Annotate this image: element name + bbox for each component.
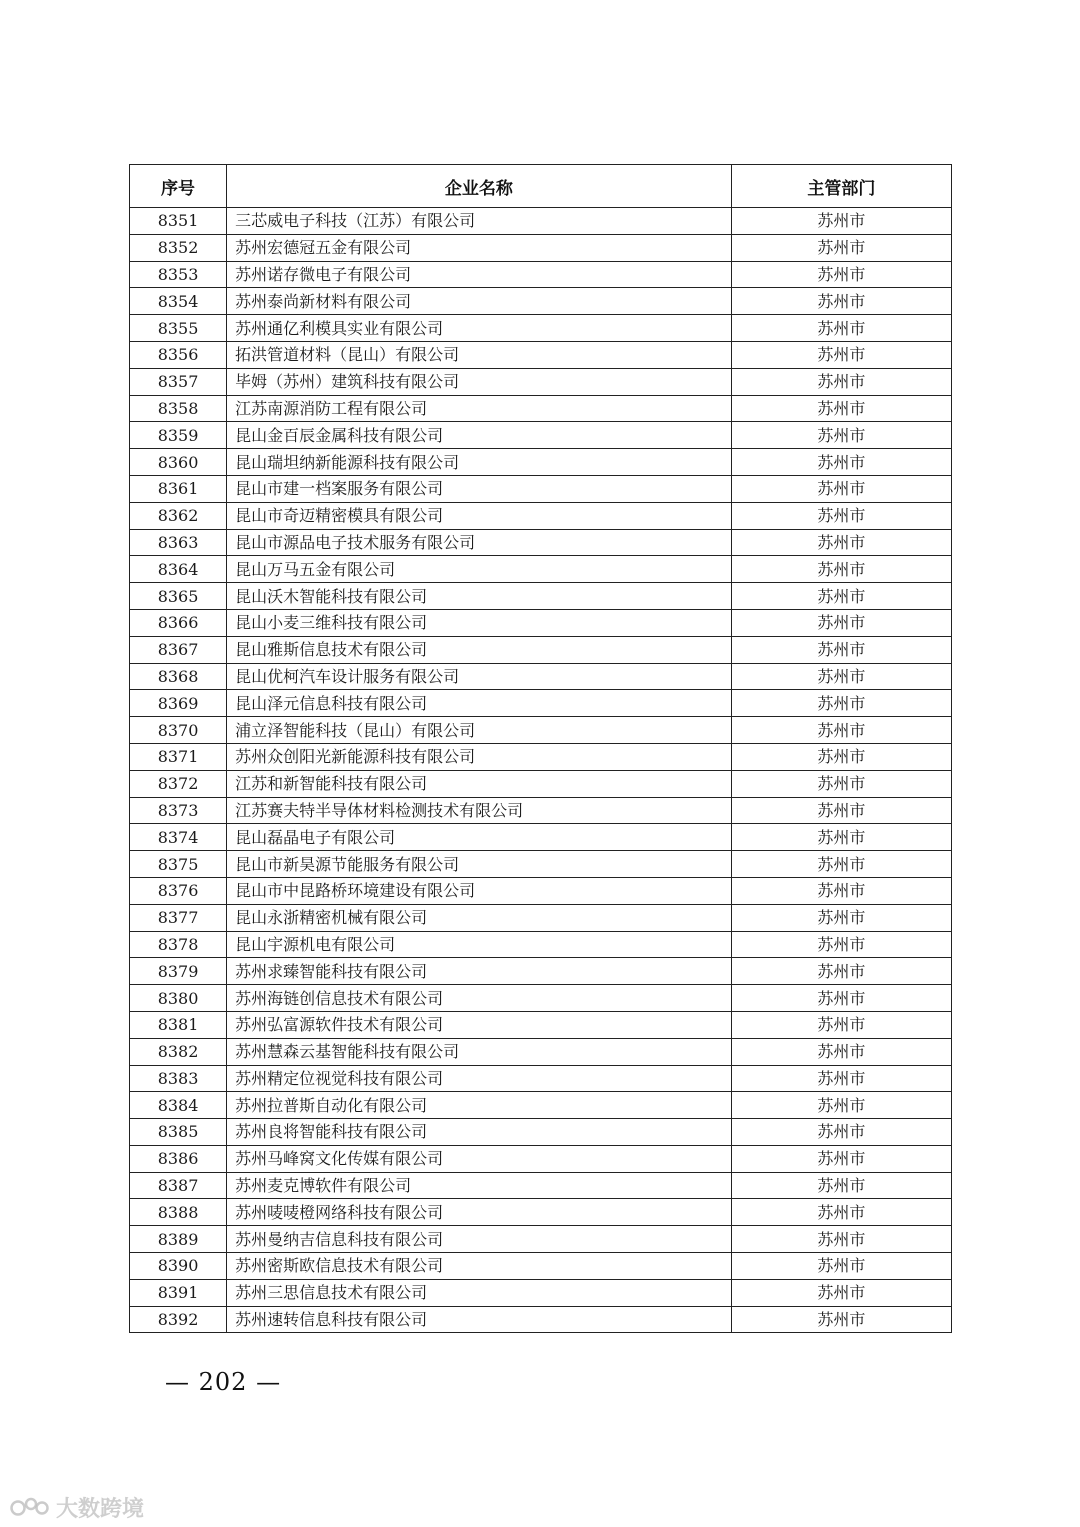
row-serial-number: 8353 [130, 261, 227, 288]
table-header-row [130, 165, 952, 208]
row-department: 苏州市 [731, 1119, 951, 1146]
row-company-name: 苏州弘富源软件技术有限公司 [227, 1011, 732, 1038]
table-row [130, 502, 952, 529]
row-serial-number: 8363 [130, 529, 227, 556]
row-serial-number: 8382 [130, 1038, 227, 1065]
row-department: 苏州市 [731, 824, 951, 851]
row-company-name: 昆山万马五金有限公司 [227, 556, 732, 583]
row-serial-number: 8356 [130, 341, 227, 368]
row-department: 苏州市 [731, 743, 951, 770]
row-serial-number: 8365 [130, 583, 227, 610]
row-company-name: 昆山雅斯信息技术有限公司 [227, 636, 732, 663]
table-row [130, 529, 952, 556]
row-serial-number: 8386 [130, 1145, 227, 1172]
row-serial-number: 8367 [130, 636, 227, 663]
row-department: 苏州市 [731, 1145, 951, 1172]
row-serial-number: 8387 [130, 1172, 227, 1199]
row-department: 苏州市 [731, 1172, 951, 1199]
table-row [130, 556, 952, 583]
row-company-name: 昆山小麦三维科技有限公司 [227, 609, 732, 636]
row-serial-number: 8377 [130, 904, 227, 931]
row-department: 苏州市 [731, 1065, 951, 1092]
row-serial-number: 8364 [130, 556, 227, 583]
row-department: 苏州市 [731, 1092, 951, 1119]
page-number: — 202 — [165, 1368, 282, 1396]
row-department: 苏州市 [731, 422, 951, 449]
table-row [130, 341, 952, 368]
row-serial-number: 8390 [130, 1253, 227, 1280]
row-department: 苏州市 [731, 663, 951, 690]
table-row [130, 475, 952, 502]
watermark [10, 1492, 144, 1523]
row-department: 苏州市 [731, 958, 951, 985]
table-row [130, 1279, 952, 1306]
table-row [130, 609, 952, 636]
row-company-name: 昆山瑞坦纳新能源科技有限公司 [227, 449, 732, 476]
row-serial-number: 8385 [130, 1119, 227, 1146]
row-company-name: 苏州通亿利模具实业有限公司 [227, 315, 732, 342]
row-serial-number: 8360 [130, 449, 227, 476]
row-serial-number: 8392 [130, 1306, 227, 1333]
table-row [130, 797, 952, 824]
table-row [130, 931, 952, 958]
row-department: 苏州市 [731, 261, 951, 288]
table-row [130, 824, 952, 851]
table-row [130, 315, 952, 342]
row-company-name: 苏州众创阳光新能源科技有限公司 [227, 743, 732, 770]
row-company-name: 江苏赛夫特半导体材料检测技术有限公司 [227, 797, 732, 824]
table-row [130, 1253, 952, 1280]
row-department: 苏州市 [731, 770, 951, 797]
table-row [130, 904, 952, 931]
row-department: 苏州市 [731, 368, 951, 395]
table-row [130, 1306, 952, 1333]
row-department: 苏州市 [731, 1199, 951, 1226]
row-department: 苏州市 [731, 583, 951, 610]
row-serial-number: 8389 [130, 1226, 227, 1253]
row-company-name: 昆山沃木智能科技有限公司 [227, 583, 732, 610]
row-company-name: 苏州麦克博软件有限公司 [227, 1172, 732, 1199]
row-serial-number: 8357 [130, 368, 227, 395]
watermark-text: 大数跨境 [56, 1497, 145, 1522]
table-row [130, 1145, 952, 1172]
row-department: 苏州市 [731, 208, 951, 235]
row-company-name: 苏州三思信息技术有限公司 [227, 1279, 732, 1306]
row-department: 苏州市 [731, 904, 951, 931]
row-company-name: 拓洪管道材料（昆山）有限公司 [227, 341, 732, 368]
row-department: 苏州市 [731, 1226, 951, 1253]
row-serial-number: 8361 [130, 475, 227, 502]
table-row [130, 1199, 952, 1226]
row-department: 苏州市 [731, 797, 951, 824]
row-company-name: 苏州海链创信息技术有限公司 [227, 985, 732, 1012]
row-company-name: 苏州精定位视觉科技有限公司 [227, 1065, 732, 1092]
row-department: 苏州市 [731, 1279, 951, 1306]
row-serial-number: 8379 [130, 958, 227, 985]
row-department: 苏州市 [731, 288, 951, 315]
table-row [130, 288, 952, 315]
row-department: 苏州市 [731, 341, 951, 368]
table-row [130, 1172, 952, 1199]
row-department: 苏州市 [731, 529, 951, 556]
table-row [130, 851, 952, 878]
table-row [130, 395, 952, 422]
row-serial-number: 8374 [130, 824, 227, 851]
header-company-name: 企业名称 [227, 165, 732, 208]
row-serial-number: 8370 [130, 717, 227, 744]
row-serial-number: 8378 [130, 931, 227, 958]
table-row [130, 261, 952, 288]
table-row [130, 877, 952, 904]
row-company-name: 苏州拉普斯自动化有限公司 [227, 1092, 732, 1119]
row-serial-number: 8373 [130, 797, 227, 824]
table-row [130, 234, 952, 261]
table-body [130, 208, 952, 1333]
row-serial-number: 8372 [130, 770, 227, 797]
row-serial-number: 8355 [130, 315, 227, 342]
row-department: 苏州市 [731, 449, 951, 476]
row-company-name: 苏州泰尚新材料有限公司 [227, 288, 732, 315]
table-row [130, 1092, 952, 1119]
row-company-name: 江苏南源消防工程有限公司 [227, 395, 732, 422]
table-row [130, 663, 952, 690]
row-company-name: 苏州诺存微电子有限公司 [227, 261, 732, 288]
table-row [130, 690, 952, 717]
table-row [130, 985, 952, 1012]
table-row [130, 449, 952, 476]
row-serial-number: 8366 [130, 609, 227, 636]
row-company-name: 昆山市奇迈精密模具有限公司 [227, 502, 732, 529]
row-serial-number: 8352 [130, 234, 227, 261]
row-company-name: 昆山市中昆路桥环境建设有限公司 [227, 877, 732, 904]
row-department: 苏州市 [731, 985, 951, 1012]
table-row [130, 1119, 952, 1146]
row-serial-number: 8388 [130, 1199, 227, 1226]
row-department: 苏州市 [731, 931, 951, 958]
row-serial-number: 8351 [130, 208, 227, 235]
table-row [130, 1226, 952, 1253]
row-company-name: 苏州马峰窝文化传媒有限公司 [227, 1145, 732, 1172]
row-company-name: 昆山市建一档案服务有限公司 [227, 475, 732, 502]
row-serial-number: 8369 [130, 690, 227, 717]
row-company-name: 苏州求臻智能科技有限公司 [227, 958, 732, 985]
row-department: 苏州市 [731, 636, 951, 663]
table-row [130, 636, 952, 663]
row-company-name: 苏州慧森云基智能科技有限公司 [227, 1038, 732, 1065]
row-company-name: 苏州良将智能科技有限公司 [227, 1119, 732, 1146]
row-department: 苏州市 [731, 315, 951, 342]
row-company-name: 昆山磊晶电子有限公司 [227, 824, 732, 851]
row-company-name: 苏州曼纳吉信息科技有限公司 [227, 1226, 732, 1253]
row-company-name: 浦立泽智能科技（昆山）有限公司 [227, 717, 732, 744]
row-department: 苏州市 [731, 1306, 951, 1333]
table-row [130, 1065, 952, 1092]
row-serial-number: 8376 [130, 877, 227, 904]
table-row [130, 958, 952, 985]
row-serial-number: 8368 [130, 663, 227, 690]
table-row [130, 583, 952, 610]
row-department: 苏州市 [731, 1253, 951, 1280]
row-company-name: 三芯威电子科技（江苏）有限公司 [227, 208, 732, 235]
header-department: 主管部门 [731, 165, 951, 208]
row-department: 苏州市 [731, 234, 951, 261]
row-company-name: 苏州唛唛橙网络科技有限公司 [227, 1199, 732, 1226]
row-company-name: 昆山优柯汽车设计服务有限公司 [227, 663, 732, 690]
row-company-name: 苏州速转信息科技有限公司 [227, 1306, 732, 1333]
row-serial-number: 8354 [130, 288, 227, 315]
row-department: 苏州市 [731, 1038, 951, 1065]
row-department: 苏州市 [731, 475, 951, 502]
row-department: 苏州市 [731, 502, 951, 529]
table-row [130, 770, 952, 797]
row-serial-number: 8359 [130, 422, 227, 449]
row-serial-number: 8375 [130, 851, 227, 878]
table-row [130, 1011, 952, 1038]
row-company-name: 昆山宇源机电有限公司 [227, 931, 732, 958]
row-serial-number: 8358 [130, 395, 227, 422]
row-department: 苏州市 [731, 877, 951, 904]
table-row [130, 368, 952, 395]
row-company-name: 昆山市源品电子技术服务有限公司 [227, 529, 732, 556]
row-department: 苏州市 [731, 1011, 951, 1038]
row-department: 苏州市 [731, 556, 951, 583]
brand-logo-icon [10, 1495, 50, 1521]
row-company-name: 昆山泽元信息科技有限公司 [227, 690, 732, 717]
table-row [130, 422, 952, 449]
row-serial-number: 8391 [130, 1279, 227, 1306]
row-company-name: 昆山金百辰金属科技有限公司 [227, 422, 732, 449]
table-row [130, 1038, 952, 1065]
enterprise-list-table [129, 164, 952, 1333]
row-serial-number: 8381 [130, 1011, 227, 1038]
row-company-name: 苏州密斯欧信息技术有限公司 [227, 1253, 732, 1280]
row-company-name: 江苏和新智能科技有限公司 [227, 770, 732, 797]
row-serial-number: 8384 [130, 1092, 227, 1119]
row-department: 苏州市 [731, 851, 951, 878]
row-company-name: 昆山永浙精密机械有限公司 [227, 904, 732, 931]
header-serial-number: 序号 [130, 165, 227, 208]
table-row [130, 743, 952, 770]
row-serial-number: 8380 [130, 985, 227, 1012]
table-row [130, 717, 952, 744]
table-row [130, 208, 952, 235]
row-serial-number: 8383 [130, 1065, 227, 1092]
row-department: 苏州市 [731, 609, 951, 636]
row-department: 苏州市 [731, 395, 951, 422]
row-company-name: 昆山市新昊源节能服务有限公司 [227, 851, 732, 878]
row-company-name: 毕姆（苏州）建筑科技有限公司 [227, 368, 732, 395]
row-department: 苏州市 [731, 717, 951, 744]
row-serial-number: 8362 [130, 502, 227, 529]
row-department: 苏州市 [731, 690, 951, 717]
row-serial-number: 8371 [130, 743, 227, 770]
row-company-name: 苏州宏德冠五金有限公司 [227, 234, 732, 261]
